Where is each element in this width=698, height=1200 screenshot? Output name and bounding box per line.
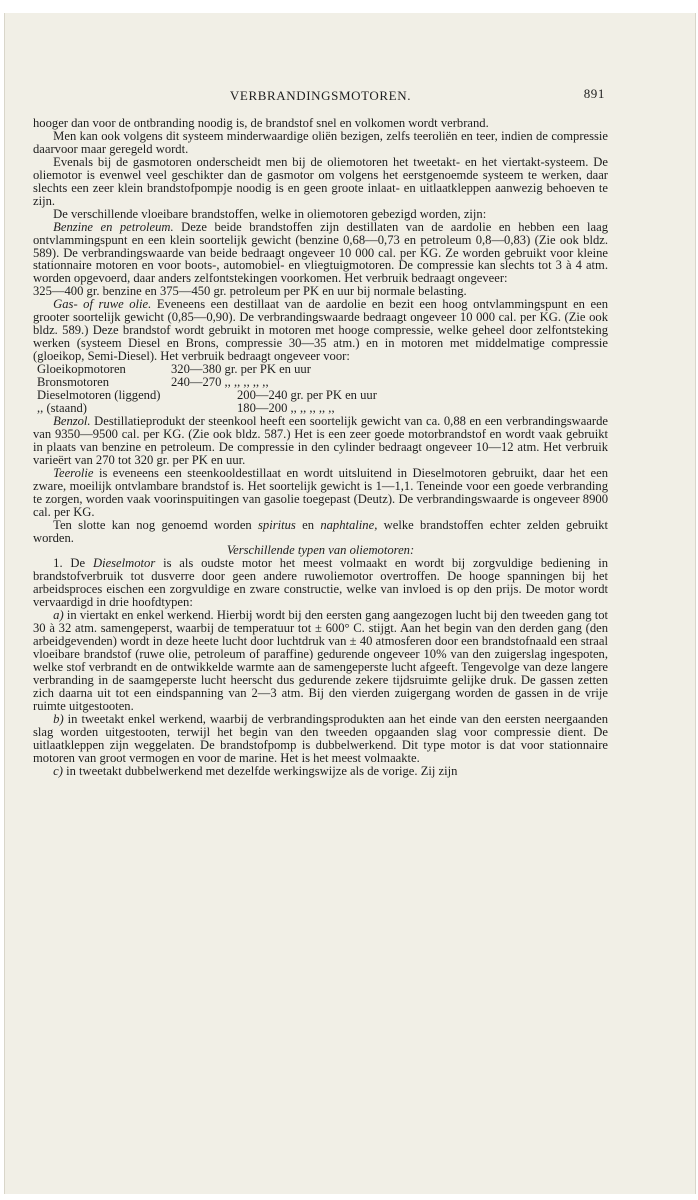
list-item-c: c) in tweetakt dubbelwerkend met dezelfde werkingswijze als de vorige. Zij zijn (53, 763, 458, 778)
section-heading: Verschillende typen van oliemotoren: (226, 543, 415, 558)
page-body (33, 86, 609, 778)
running-header (33, 86, 608, 104)
paragraph-continuation: hooger dan voor de ontbranding noodig is, de brandstof snel en volkomen wordt verbrand. (33, 116, 489, 130)
paragraph-spiritus: Ten slotte kan nog genoemd worden spiritus en naphtaline, welke brandstoffen echter zelden gebruikt worden. (33, 517, 608, 545)
list-marker: c) (53, 763, 63, 778)
list-marker: b) (53, 711, 64, 726)
term-naphtaline: naphtaline, (320, 517, 378, 532)
term-benzol: Benzol. (53, 413, 91, 428)
paragraph-benzol: Benzol. Destillatieprodukt der steenkool heeft een soortelijk gewicht van ca. 0,88 en een verbrandingswaarde van 9350—9500 cal. per KG. (Zie ook bldz. 587.) Het is een zeer goede motorbrandstof en wordt vaak gebruikt in plaats van benzine en petroleum. De compressie in den cylinder bedraagt ongeveer 10—12 atm. Het verbruik varieërt van 270 tot 320 gr. per PK en uur. (33, 413, 608, 467)
consumption-row-name: Dieselmotoren (liggend) (37, 388, 161, 403)
consumption-row-value: 180—200 ,, ,, ,, ,, ,, (237, 400, 335, 415)
paragraph-dieselmotor: 1. De Dieselmotor is als oudste motor het meest volmaakt en wordt bij zorgvuldige bediening in brandstofverbruik tot dusverre door geen andere ruwoliemotor overtroffen. De hooge spanningen bij het arbeidsproces eischen een zorgvuldige en zware constructie, welke van invloed is op den prijs. De motor wordt vervaardigd in drie hoofdtypen: (33, 556, 608, 610)
consumption-row-name: Gloeikopmotoren (37, 362, 126, 377)
consumption-table (33, 363, 608, 415)
paragraph-benzine-petroleum: Benzine en petroleum. Deze beide brandstoffen zijn destillaten van de aardolie en hebben een laag ontvlammingspunt en een klein soortelijk gewicht (benzine 0,68—0,73 en petroleum 0,8—0,83) (Zie ook bldz. 589). De verbrandingswaarde van beide bedraagt ongeveer 10 000 cal. per KG. Ze worden gebruikt voor kleine stationnaire motoren en voor boots-, automobiel- en vliegtuigmotoren. De compressie kan slechts tot 3 à 4 atm. worden opgevoerd, daar anders zelfontstekingen voorkomen. Het verbruik bedraagt ongeveer: (33, 219, 609, 286)
term-gasolie: Gas- of ruwe olie. (53, 297, 152, 312)
paragraph-teeroliën: Men kan ook volgens dit systeem minderwaardige oliën bezigen, zelfs teeroliën en teer, indien de compressie daarvoor maar geregeld wordt. (33, 128, 608, 156)
list-item-b: b) in tweetakt enkel werkend, waarbij de verbrandingsprodukten aan het einde van den eersten neergaanden slag worden uitgestooten, terwijl het begin van den tweeden opgaanden slag voor compressie dient. De uitlaatkleppen zijn weggelaten. De brandstofpomp is dubbelwerkend. Dit type motor is dat voor stationnaire motoren van groot vermogen en voor de marine. Het is het meest volmaakte. (33, 711, 608, 765)
page-number: 891 (583, 86, 605, 101)
running-title: VERBRANDINGSMOTOREN. (229, 88, 412, 103)
paragraph-benzine-verbruik: 325—400 gr. benzine en 375—450 gr. petroleum per PK en uur bij normale belasting. (33, 284, 467, 299)
term-dieselmotor: Dieselmotor (92, 556, 156, 571)
paragraph-teerolie: Teerolie is eveneens een steenkooldestillaat en wordt uitsluitend in Dieselmotoren gebruikt, daar het een zware, moeilijk ontvlambare brandstof is. Het soortelijk gewicht is 1—1,1. Teneinde voor een goede verbranding te zorgen, worden vaak voorinspuitingen van gasolie toegepast (Deutz). De verbrandingswaarde is ongeveer 8900 cal. per KG. (33, 465, 608, 519)
term-teerolie: Teerolie (53, 465, 94, 480)
consumption-row-value: 240—270 ,, ,, ,, ,, ,, (171, 375, 269, 390)
consumption-row-name: Bronsmotoren (37, 375, 110, 390)
paragraph-gasolie: Gas- of ruwe olie. Eveneens een destillaat van de aardolie en bezit een hoog ontvlammingspunt en een grooter soortelijk gewicht (0,85—0,90). De verbrandingswaarde bedraagt ongeveer 10 000 cal. per KG. (Zie ook bldz. 589.) Deze brandstof wordt gebruikt in motoren met hooge compressie, welke geheel door zelfontsteking werken (systeem Diesel en Brons, compressie 30—35 atm.) en in motoren met middelmatige compressie (gloeikop, Semi-Diesel). Het verbruik bedraagt ongeveer voor: (33, 297, 608, 364)
paragraph-brandstoffen-intro: De verschillende vloeibare brandstoffen, welke in oliemotoren gebezigd worden, zijn: (53, 206, 487, 221)
paragraph-tweetakt-viertakt: Evenals bij de gasmotoren onderscheidt men bij de oliemotoren het tweetakt- en het viertakt-systeem. De oliemotor is evenwel veel geschikter dan de gasmotor om volgens het eerstgenoemde systeem te werken, daar slechts een zeer klein brandstofpompje noodig is en geen groote inlaat- en uitlaatkleppen aanwezig behoeven te zijn. (33, 154, 608, 208)
consumption-row-name: ,, (staand) (37, 400, 88, 415)
list-marker: a) (53, 608, 64, 623)
consumption-row-value: 200—240 gr. per PK en uur (237, 388, 377, 403)
consumption-row-value: 320—380 gr. per PK en uur (171, 362, 311, 377)
term-benzine-petroleum: Benzine en petroleum. (53, 219, 174, 234)
list-item-a: a) in viertakt en enkel werkend. Hierbij wordt bij den eersten gang aangezogen lucht bij den tweeden gang tot 30 à 32 atm. samengeperst, waarbij de temperatuur tot ± 600° C. stijgt. Aan het begin van den derden gang (den arbeidgevenden) wordt in deze heete lucht door luchtdruk van ± 40 atmosferen door een brandstofnaald een straal vloeibare brandstof (ruwe olie, petroleum of paraffine) gedurende ongeveer 10% van den zuigerslag ingespoten, welke stof verbrandt en de ontwikkelde warmte aan de samengeperste lucht afgeeft. Tengevolge van deze langere verbranding in de saamgeperste lucht heerscht dus gedurende zekere tijdsruimte gelijke druk. De gassen zetten zich daarna uit tot een eindspanning van 2—3 atm. Bij den vierden zuigergang worden de gassen in de vrije ruimte uitgestooten. (33, 608, 608, 713)
term-spiritus: spiritus (258, 517, 296, 532)
